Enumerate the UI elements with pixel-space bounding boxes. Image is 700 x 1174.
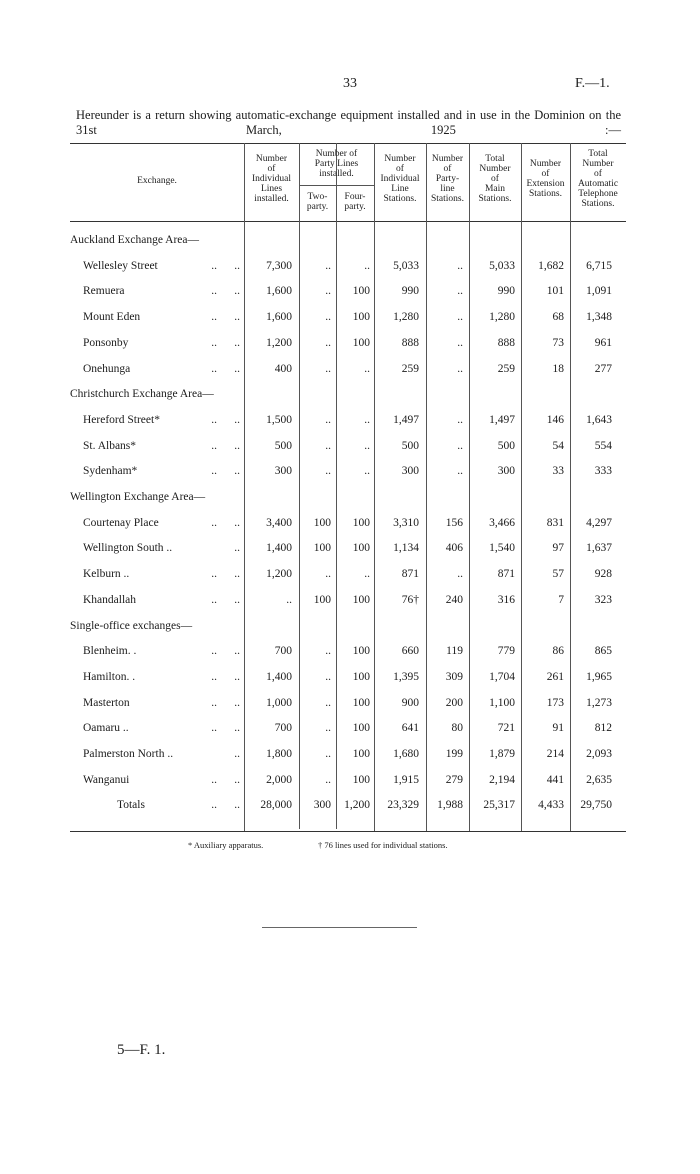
table-cell: 900 [401,697,419,709]
table-cell: 6,715 [586,260,612,272]
exchange-name: Remuera [83,285,125,297]
header-party-stations-line: of [443,164,452,174]
table-cell: 100 [352,542,370,554]
table-cell: 990 [497,285,515,297]
table-cell: 300 [401,465,419,477]
table-cell: 1,915 [393,774,419,786]
leader-dots: .. .. [211,774,240,786]
table-cell: 1,600 [266,285,292,297]
table-cell: 259 [401,363,419,375]
table-cell: 5,033 [489,260,515,272]
header-party-stations-line: Stations. [431,194,464,204]
table-cell: 7,300 [266,260,292,272]
table-cell: .. [325,645,331,657]
table-cell: 2,635 [586,774,612,786]
table-cell: 5,033 [393,260,419,272]
table-cell: 100 [352,311,370,323]
header-two-party-line: Two- [307,192,328,202]
table-cell: 119 [446,645,463,657]
table-cell: 1,134 [393,542,419,554]
table-cell: 300 [497,465,515,477]
table-cell: 309 [445,671,463,683]
table-cell: .. [325,260,331,272]
table-cell: 700 [274,645,292,657]
table-cell: 3,310 [393,517,419,529]
header-extension-stations-line: Extension [526,179,565,189]
table-cell: .. [364,465,370,477]
table-cell: 1,497 [393,414,419,426]
table-cell: 333 [594,465,612,477]
table-cell: .. [325,285,331,297]
page-number: 33 [343,76,357,91]
table-cell: 700 [274,722,292,734]
table-cell: 1,091 [586,285,612,297]
table-cell: 101 [546,285,564,297]
table-cell: 1,988 [437,799,463,811]
header-automatic-stations [570,149,626,209]
exchange-name: Sydenham* [83,465,138,477]
table-cell: .. [325,440,331,452]
table-cell: .. [325,311,331,323]
header-main-stations [469,154,521,204]
header-automatic-stations-line: Total [588,149,608,159]
header-individual-lines-line: Lines [260,184,283,194]
table-cell: 2,000 [266,774,292,786]
table-cell: 865 [594,645,612,657]
table-cell: 214 [546,748,564,760]
exchange-name: Mount Eden [83,311,141,323]
table-cell: .. [457,440,463,452]
exchange-name: Blenheim. . [83,645,137,657]
leader-dots: .. .. [211,645,240,657]
leader-dots: .. .. [211,568,240,580]
table-cell: .. [457,337,463,349]
table-cell: 100 [352,517,370,529]
table-cell: 871 [497,568,515,580]
table-cell: 100 [352,748,370,760]
exchange-name: Hamilton. . [83,671,136,683]
table-top-rule [70,143,626,144]
leader-dots: .. .. [211,440,240,452]
table-cell: 100 [352,337,370,349]
header-main-stations-line: Stations. [478,194,512,204]
table-cell: 1,200 [266,337,292,349]
header-automatic-stations-line: Automatic [577,179,619,189]
header-individual-lines-line: installed. [254,194,289,204]
table-cell: 28,000 [260,799,292,811]
table-cell: 2,194 [489,774,515,786]
table-cell: 100 [352,285,370,297]
header-extension-stations [521,159,570,199]
table-cell: 888 [401,337,419,349]
header-two-party-line: party. [306,202,329,212]
table-cell: 1,680 [393,748,419,760]
group-heading: Auckland Exchange Area— [70,234,200,246]
party-lines-subrule [299,185,374,186]
table-cell: .. [364,414,370,426]
leader-dots: .. .. [211,799,240,811]
totals-label: Totals [117,799,145,811]
table-cell: 500 [497,440,515,452]
header-party-stations-line: line [440,184,455,194]
table-cell: 240 [445,594,463,606]
table-cell: 660 [401,645,419,657]
table-cell: 29,750 [580,799,612,811]
table-cell: 1,600 [266,311,292,323]
table-cell: 1,540 [489,542,515,554]
table-cell: 1,200 [344,799,370,811]
table-cell: 25,317 [483,799,515,811]
exchange-name: Hereford Street* [83,414,160,426]
table-cell: 406 [445,542,463,554]
table-cell: 1,395 [393,671,419,683]
table-cell: 23,329 [387,799,419,811]
header-individual-lines-line: Number [255,154,288,164]
table-cell: 33 [552,465,564,477]
leader-dots: .. .. [211,414,240,426]
page-reference: F.—1. [575,76,610,91]
column-rule [570,143,571,831]
leader-dots: .. .. [211,465,240,477]
exchange-name: Kelburn .. [83,568,130,580]
header-individual-lines-line: Individual [251,174,292,184]
table-cell: 779 [497,645,515,657]
table-cell: 300 [274,465,292,477]
table-cell: 1,280 [489,311,515,323]
table-cell: 4,433 [538,799,564,811]
exchange-name: Wanganui [83,774,130,786]
table-cell: .. [325,722,331,734]
table-cell: 2,093 [586,748,612,760]
table-cell: 1,800 [266,748,292,760]
table-cell: .. [325,363,331,375]
table-cell: 1,200 [266,568,292,580]
table-cell: .. [457,414,463,426]
leader-dots: .. .. [211,722,240,734]
table-cell: .. [364,363,370,375]
table-cell: 100 [313,594,331,606]
leader-dots: .. .. [211,697,240,709]
leader-dots: .. .. [211,260,240,272]
table-cell: 199 [445,748,463,760]
leader-dots: .. .. [211,337,240,349]
table-cell: 54 [552,440,564,452]
closing-rule [262,927,417,928]
table-cell: .. [286,594,292,606]
table-cell: 100 [352,697,370,709]
table-cell: .. [325,748,331,760]
table-cell: 73 [552,337,564,349]
exchange-name: Oamaru .. [83,722,129,734]
table-cell: 18 [552,363,564,375]
exchange-name: Courtenay Place [83,517,159,529]
table-cell: 1,348 [586,311,612,323]
table-cell: .. [364,260,370,272]
table-cell: 4,297 [586,517,612,529]
header-exchange: Exchange. [137,176,177,186]
table-cell: 100 [352,722,370,734]
leader-dots: .. .. [211,671,240,683]
header-automatic-stations-line: Number [582,159,614,169]
footnote-lines: † 76 lines used for individual stations. [318,840,448,850]
table-cell: 990 [401,285,419,297]
table-cell: 1,682 [538,260,564,272]
table-cell: 146 [546,414,564,426]
table-cell: .. [325,697,331,709]
column-rule [336,143,337,829]
table-cell: 100 [352,671,370,683]
table-cell: .. [457,260,463,272]
leader-dots: .. [234,542,240,554]
table-cell: 97 [552,542,564,554]
header-individual-stations-line: Stations. [383,194,417,204]
header-party-stations [426,154,469,204]
header-four-party-line: Four- [344,192,366,202]
intro-paragraph: Hereunder is a return showing automatic-exchange equipment installed and in use in the Dominion on the 31st March, 1925 :— [76,108,621,137]
exchange-name: St. Albans* [83,440,137,452]
header-individual-stations-line: Line [391,184,409,194]
group-heading: Christchurch Exchange Area— [70,388,214,400]
table-cell: 641 [401,722,419,734]
leader-dots: .. .. [211,594,240,606]
header-four-party-line: party. [344,202,366,212]
table-cell: 500 [274,440,292,452]
leader-dots: .. .. [211,363,240,375]
header-party-stations-line: Party- [435,174,460,184]
table-cell: 1,273 [586,697,612,709]
header-individual-stations-line: Number [384,154,416,164]
exchange-name: Masterton [83,697,130,709]
leader-dots: .. [234,748,240,760]
exchange-name: Wellington South .. [83,542,173,554]
table-cell: 721 [497,722,515,734]
table-cell: 261 [546,671,564,683]
table-cell: 812 [594,722,612,734]
table-cell: 554 [594,440,612,452]
table-cell: 1,000 [266,697,292,709]
table-cell: 1,643 [586,414,612,426]
leader-dots: .. .. [211,285,240,297]
table-cell: 277 [594,363,612,375]
table-cell: 91 [552,722,564,734]
table-cell: .. [325,337,331,349]
table-cell: 316 [497,594,515,606]
table-cell: .. [364,440,370,452]
header-individual-lines-line: of [267,164,276,174]
exchange-name: Onehunga [83,363,131,375]
group-heading: Wellington Exchange Area— [70,491,206,503]
table-cell: 323 [594,594,612,606]
table-cell: 68 [552,311,564,323]
header-automatic-stations-line: Telephone [578,189,618,199]
table-cell: 3,466 [489,517,515,529]
table-cell: .. [325,465,331,477]
column-rule [374,143,375,831]
table-cell: .. [457,465,463,477]
table-cell: 871 [401,568,419,580]
header-party-stations-line: Number [431,154,464,164]
table-cell: 80 [451,722,463,734]
table-cell: 156 [445,517,463,529]
table-cell: 279 [445,774,463,786]
table-cell: .. [457,568,463,580]
table-cell: 259 [497,363,515,375]
table-cell: 441 [546,774,564,786]
table-cell: 888 [497,337,515,349]
sheet-mark: 5—F. 1. [117,1042,166,1058]
header-main-stations-line: Number [479,164,511,174]
table-cell: .. [364,568,370,580]
table-cell: 500 [401,440,419,452]
table-cell: 1,400 [266,671,292,683]
header-extension-stations-line: of [541,169,550,179]
table-cell: 100 [313,542,331,554]
column-rule [469,143,470,831]
table-cell: 400 [274,363,292,375]
table-cell: 1,497 [489,414,515,426]
table-cell: 1,500 [266,414,292,426]
table-cell: 3,400 [266,517,292,529]
table-cell: 1,400 [266,542,292,554]
table-cell: 100 [352,594,370,606]
header-individual-stations-line: of [396,164,404,174]
header-party-lines-line: Number of [315,149,358,159]
table-cell: 57 [552,568,564,580]
table-cell: 1,704 [489,671,515,683]
header-main-stations-line: Total [485,154,505,164]
header-two-party [299,192,336,212]
table-cell: 76† [401,594,419,606]
header-individual-stations-line: Individual [380,174,420,184]
table-cell: 961 [594,337,612,349]
table-cell: 928 [594,568,612,580]
leader-dots: .. .. [211,517,240,529]
exchange-name: Palmerston North .. [83,748,174,760]
table-cell: 200 [445,697,463,709]
table-cell: 1,637 [586,542,612,554]
header-extension-stations-line: Stations. [529,189,562,199]
exchange-name: Khandallah [83,594,137,606]
table-cell: 100 [352,774,370,786]
table-cell: 100 [352,645,370,657]
exchange-name: Wellesley Street [83,260,158,272]
header-automatic-stations-line: Stations. [581,199,615,209]
table-cell: 831 [546,517,564,529]
group-heading: Single-office exchanges— [70,620,193,632]
header-party-lines-line: installed. [319,169,354,179]
table-cell: .. [457,311,463,323]
table-cell: .. [325,568,331,580]
footnote-auxiliary: * Auxiliary apparatus. [188,840,264,850]
header-party-lines [299,149,374,179]
exchange-name: Ponsonby [83,337,129,349]
table-cell: 1,280 [393,311,419,323]
header-party-lines-line: Party Lines [314,159,359,169]
table-cell: 7 [558,594,564,606]
column-rule [521,143,522,831]
header-main-stations-line: Main [484,184,506,194]
column-rule [299,143,300,829]
table-cell: 173 [546,697,564,709]
table-cell: .. [325,774,331,786]
table-header-rule [70,221,626,222]
header-automatic-stations-line: of [594,169,602,179]
header-main-stations-line: of [491,174,499,184]
column-rule [244,143,245,831]
header-individual-lines [244,154,299,204]
table-bottom-rule [70,831,626,832]
table-cell: .. [325,671,331,683]
header-individual-stations [374,154,426,204]
table-cell: 1,879 [489,748,515,760]
table-cell: .. [457,285,463,297]
table-cell: 1,100 [489,697,515,709]
table-cell: .. [457,363,463,375]
table-cell: .. [325,414,331,426]
column-rule [426,143,427,831]
header-extension-stations-line: Number [529,159,562,169]
table-cell: 86 [552,645,564,657]
header-four-party [336,192,374,212]
leader-dots: .. .. [211,311,240,323]
table-cell: 300 [313,799,331,811]
table-cell: 1,965 [586,671,612,683]
table-cell: 100 [313,517,331,529]
